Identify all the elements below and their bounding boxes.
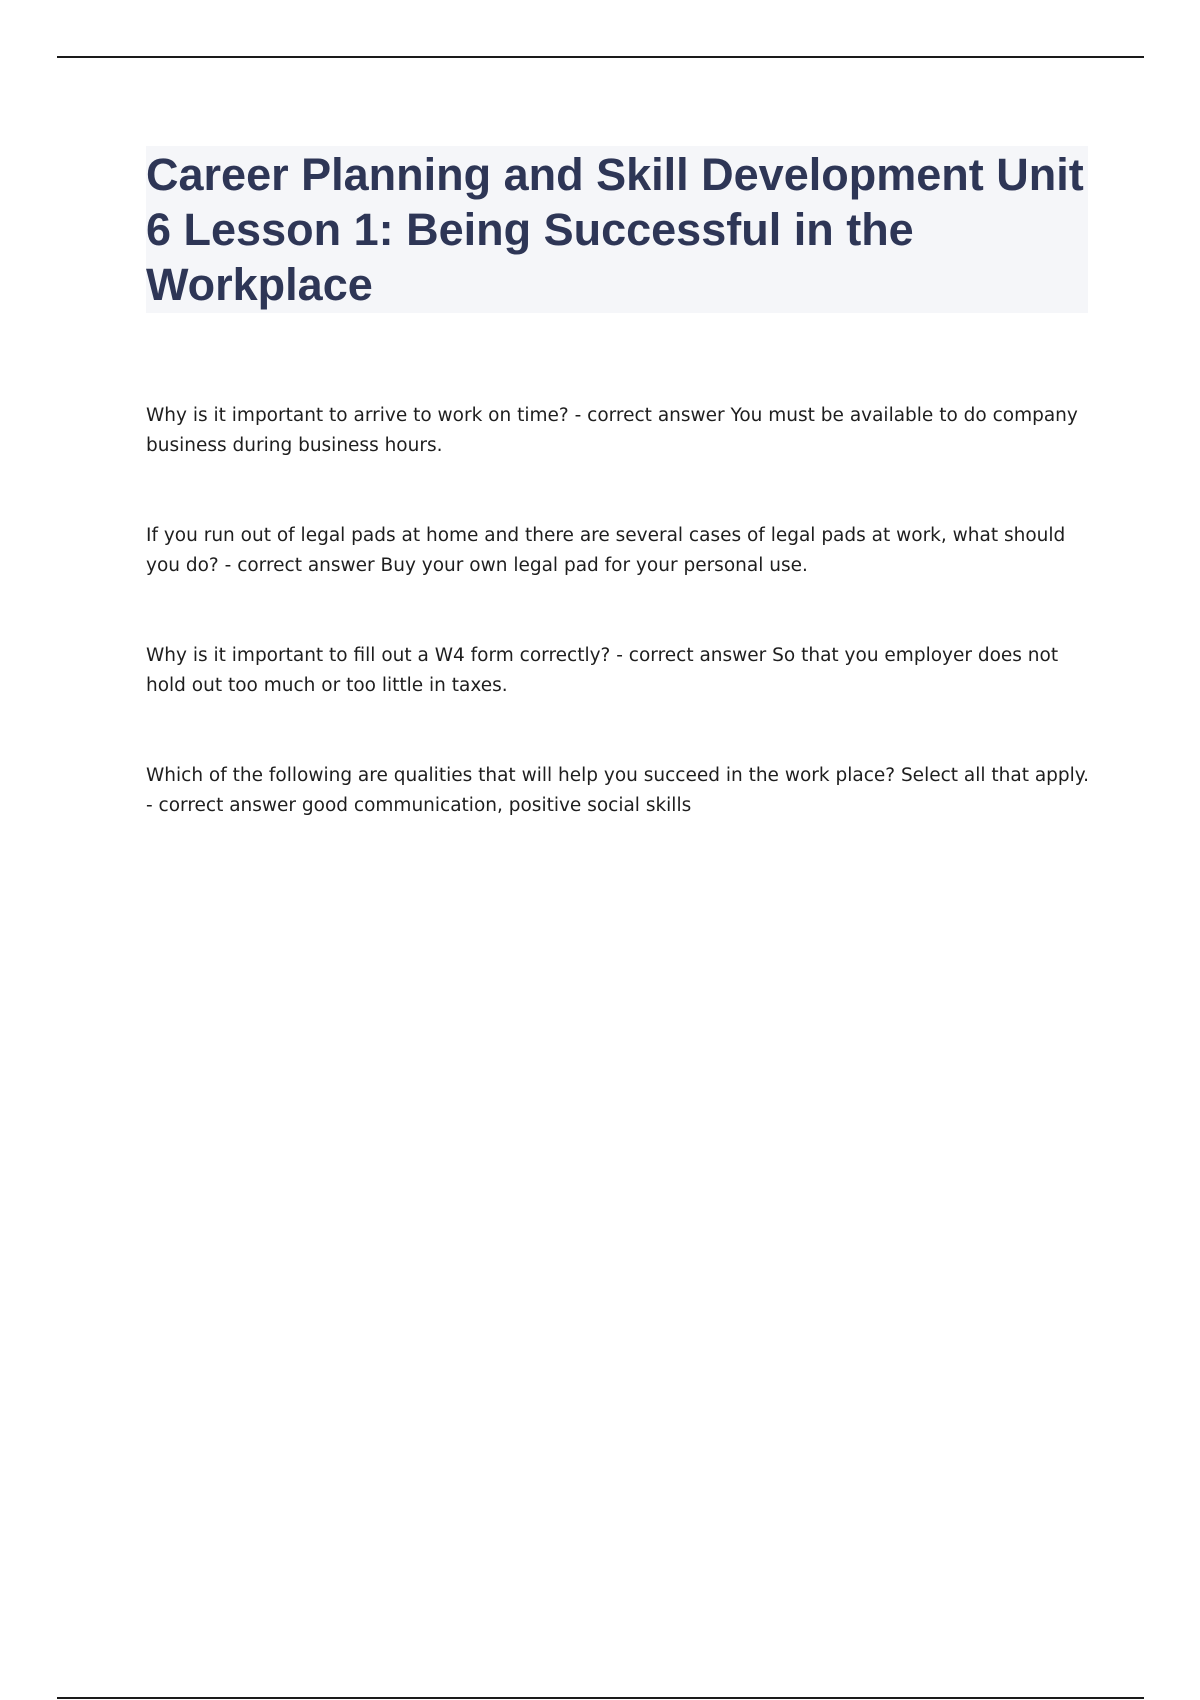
footer-rule <box>57 1697 1144 1699</box>
document-title: Career Planning and Skill Development Unit 6 Lesson 1: Being Successful in the Workplace <box>146 149 1084 310</box>
qa-item-4: Which of the following are qualities that will help you succeed in the work place? Select all that apply. - correct answer good communication, positive social skills <box>146 765 1089 816</box>
qa-item-3: Why is it important to fill out a W4 form correctly? - correct answer So that you employer does not hold out too much or too little in taxes. <box>146 645 1059 696</box>
header-rule <box>57 56 1144 58</box>
qa-item-2: If you run out of legal pads at home and there are several cases of legal pads at work, what should you do? - correct answer Buy your own legal pad for your personal use. <box>146 525 1066 576</box>
qa-item-1: Why is it important to arrive to work on time? - correct answer You must be available to do company business during business hours. <box>146 405 1078 456</box>
title-block <box>146 146 1088 313</box>
qa-list <box>146 401 1096 881</box>
